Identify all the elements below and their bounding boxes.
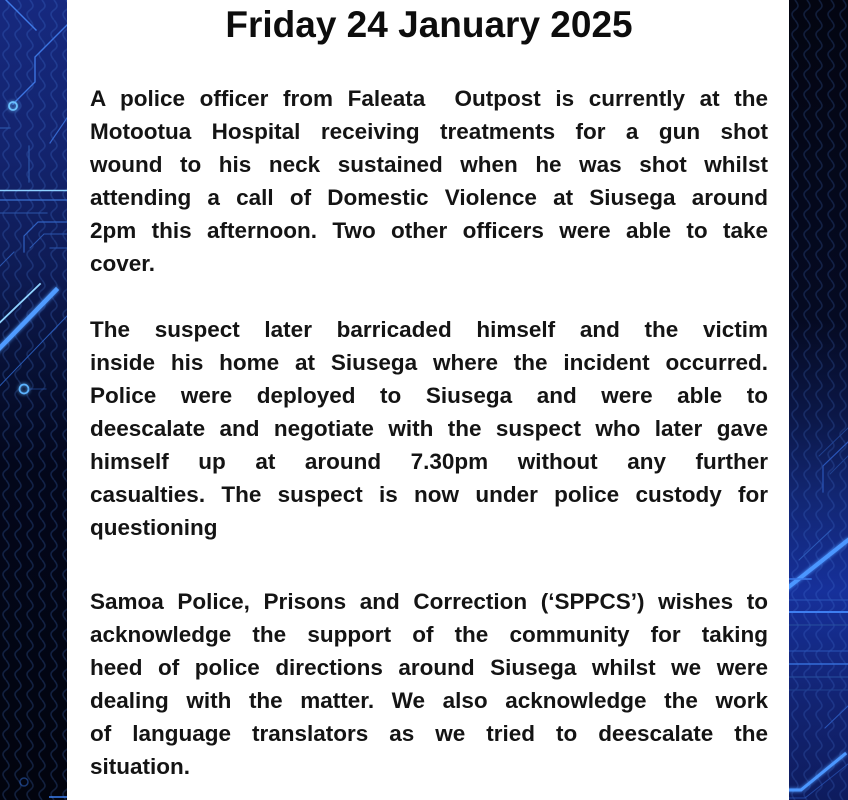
text-line: questioning (90, 515, 218, 540)
text-line: deescalate and negotiate with the suspect who later gave (90, 416, 768, 441)
paragraph-acknowledgement (90, 585, 768, 783)
date-title: Friday 24 January 2025 (225, 4, 633, 45)
text-line: 2pm this afternoon. Two other officers were able to take (90, 218, 768, 243)
text-line: A police officer from Faleata Outpost is currently at the (90, 86, 768, 111)
text-line: wound to his neck sustained when he was shot whilst (90, 152, 768, 177)
text-line: attending a call of Domestic Violence at Siusega around (90, 185, 768, 210)
circuit-pattern-left-icon (0, 0, 67, 800)
text-line: heed of police directions around Siusega whilst we were (90, 655, 768, 680)
text-line: Samoa Police, Prisons and Correction (‘SPPCS’) wishes to (90, 589, 768, 614)
text-line: of language translators as we tried to deescalate the (90, 721, 768, 746)
paragraph-incident (90, 82, 768, 280)
text-line: himself up at around 7.30pm without any further (90, 449, 768, 474)
circuit-border-left (0, 0, 67, 800)
text-line: inside his home at Siusega where the incident occurred. (90, 350, 768, 375)
paragraph-suspect (90, 313, 768, 544)
circuit-border-right (789, 0, 848, 800)
text-line: cover. (90, 251, 156, 276)
text-line: situation. (90, 754, 190, 779)
text-line: Police were deployed to Siusega and were able to (90, 383, 768, 408)
text-line: Motootua Hospital receiving treatments for a gun shot (90, 119, 768, 144)
text-line: dealing with the matter. We also acknowledge the work (90, 688, 768, 713)
content-panel (67, 0, 789, 800)
circuit-pattern-right-icon (789, 0, 848, 800)
text-line: acknowledge the support of the community for taking (90, 622, 768, 647)
text-line: casualties. The suspect is now under police custody for (90, 482, 768, 507)
text-line: The suspect later barricaded himself and the victim (90, 317, 768, 342)
